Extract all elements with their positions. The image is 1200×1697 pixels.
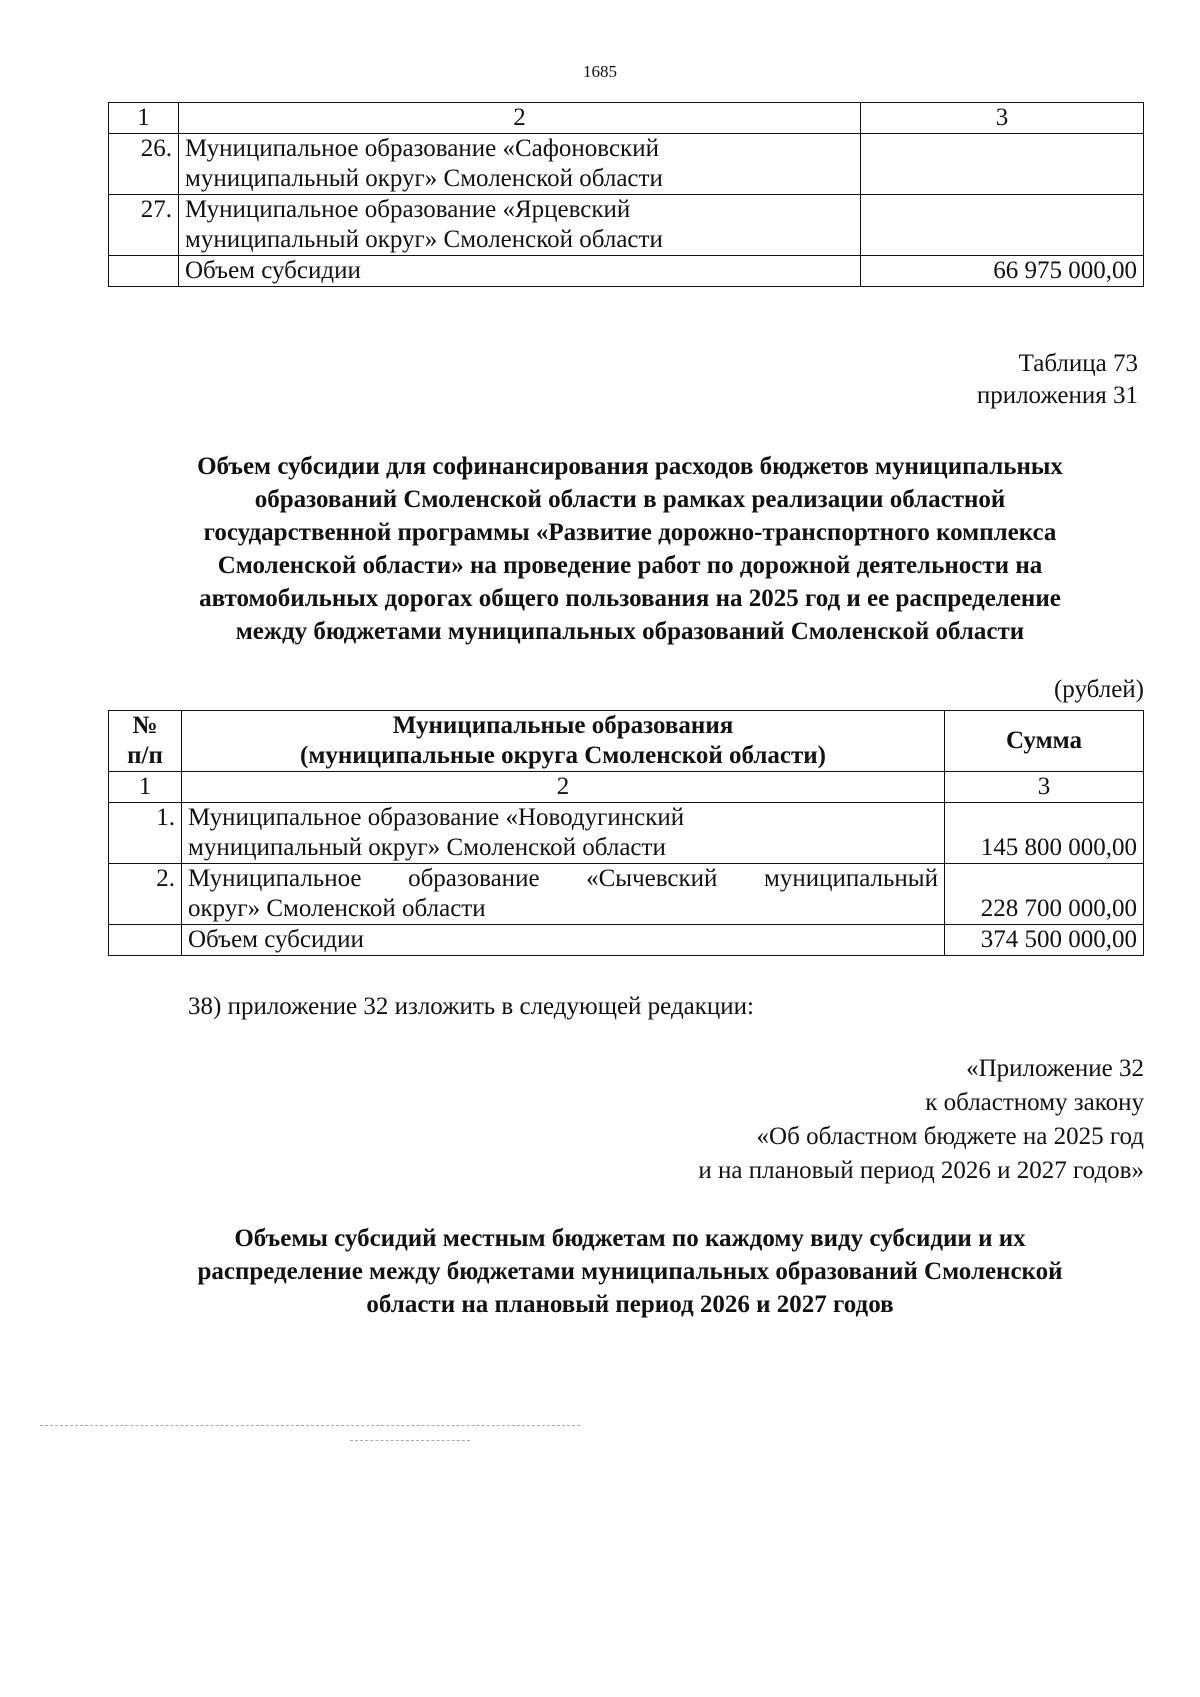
title-line: Объем субсидии для софинансирования расходов бюджетов муниципальных [197, 453, 1063, 480]
table-cell: 3 [861, 103, 1144, 134]
row-name-line: Муниципальное образование «Новодугинский [188, 804, 685, 831]
table-cell: 1 [109, 772, 182, 803]
total-label: Объем субсидии [179, 256, 861, 287]
total-value: 66 975 000,00 [861, 256, 1144, 287]
header-sum: Сумма [945, 711, 1144, 772]
row-number: 26. [109, 134, 179, 195]
scan-artifact [350, 1440, 470, 1441]
previous-table [108, 102, 1144, 287]
table-title [100, 450, 1160, 648]
scan-artifact [40, 1425, 580, 1426]
table-header-row [109, 711, 1144, 772]
table-row [109, 864, 1144, 925]
header-line: п/п [127, 742, 163, 769]
paragraph: 38) приложение 32 изложить в следующей редакции: [188, 993, 754, 1020]
caption-line: приложения 31 [976, 382, 1138, 409]
title-line: автомобильных дорогах общего пользования на 2025 год и ее распределение [199, 585, 1061, 612]
header-number [109, 711, 182, 772]
header-line: Муниципальные образования [392, 712, 734, 739]
appendix-title [100, 1222, 1160, 1321]
table-cell: 2 [179, 103, 861, 134]
table-cell: 2 [182, 772, 945, 803]
header-line: № [132, 712, 158, 739]
appendix-header [698, 1052, 1144, 1188]
table-total-row [109, 925, 1144, 956]
title-line: между бюджетами муниципальных образований Смоленской области [235, 618, 1025, 645]
table-cell [109, 925, 182, 956]
table-row [109, 195, 1144, 256]
units-label: (рублей) [1053, 676, 1144, 703]
row-number: 2. [109, 864, 182, 925]
total-value: 374 500 000,00 [945, 925, 1144, 956]
row-name [182, 803, 945, 864]
header-line: (муниципальные округа Смоленской области) [300, 742, 826, 769]
row-sum [861, 195, 1144, 256]
row-number: 27. [109, 195, 179, 256]
row-name [182, 864, 945, 925]
row-name-line: муниципальный округ» Смоленской области [185, 226, 663, 253]
title-line: государственной программы «Развитие дорожно-транспортного комплекса [203, 519, 1057, 546]
title-line: Объемы субсидий местным бюджетам по каждому виду субсидии и их [234, 1225, 1026, 1252]
appendix-header-line: и на плановый период 2026 и 2027 годов» [698, 1157, 1144, 1184]
table-total-row [109, 256, 1144, 287]
table-cell: 1 [109, 103, 179, 134]
table-cell [109, 256, 179, 287]
appendix-header-line: «Об областном бюджете на 2025 год [756, 1123, 1144, 1150]
table-index-row [109, 103, 1144, 134]
row-name [179, 195, 861, 256]
row-name-line: муниципальный округ» Смоленской области [188, 834, 666, 861]
table-row [109, 134, 1144, 195]
title-line: распределение между бюджетами муниципальных образований Смоленской [197, 1258, 1063, 1285]
title-line: Смоленской области» на проведение работ по дорожной деятельности на [217, 552, 1043, 579]
total-label: Объем субсидии [182, 925, 945, 956]
appendix-header-line: «Приложение 32 [966, 1055, 1144, 1082]
row-name-line: Муниципальное образование «Сафоновский [185, 135, 659, 162]
appendix-header-line: к областному закону [925, 1089, 1144, 1116]
title-line: образований Смоленской области в рамках реализации областной [254, 486, 1006, 513]
caption-line: Таблица 73 [1018, 350, 1138, 377]
table-index-row [109, 772, 1144, 803]
page-number: 1685 [583, 62, 617, 81]
subsidy-table [108, 710, 1144, 956]
header-name [182, 711, 945, 772]
table-caption [977, 348, 1138, 412]
row-sum: 228 700 000,00 [945, 864, 1144, 925]
table-row [109, 803, 1144, 864]
title-line: области на плановый период 2026 и 2027 годов [366, 1291, 894, 1318]
row-name-line: округ» Смоленской области [188, 895, 486, 922]
row-sum: 145 800 000,00 [945, 803, 1144, 864]
row-number: 1. [109, 803, 182, 864]
row-sum [861, 134, 1144, 195]
row-name [179, 134, 861, 195]
table-cell: 3 [945, 772, 1144, 803]
row-name-line: муниципальный округ» Смоленской области [185, 165, 663, 192]
row-name-line: Муниципальное образование «Ярцевский [185, 196, 631, 223]
row-name-line: Муниципальное образование «Сычевский муниципальный [188, 865, 938, 892]
